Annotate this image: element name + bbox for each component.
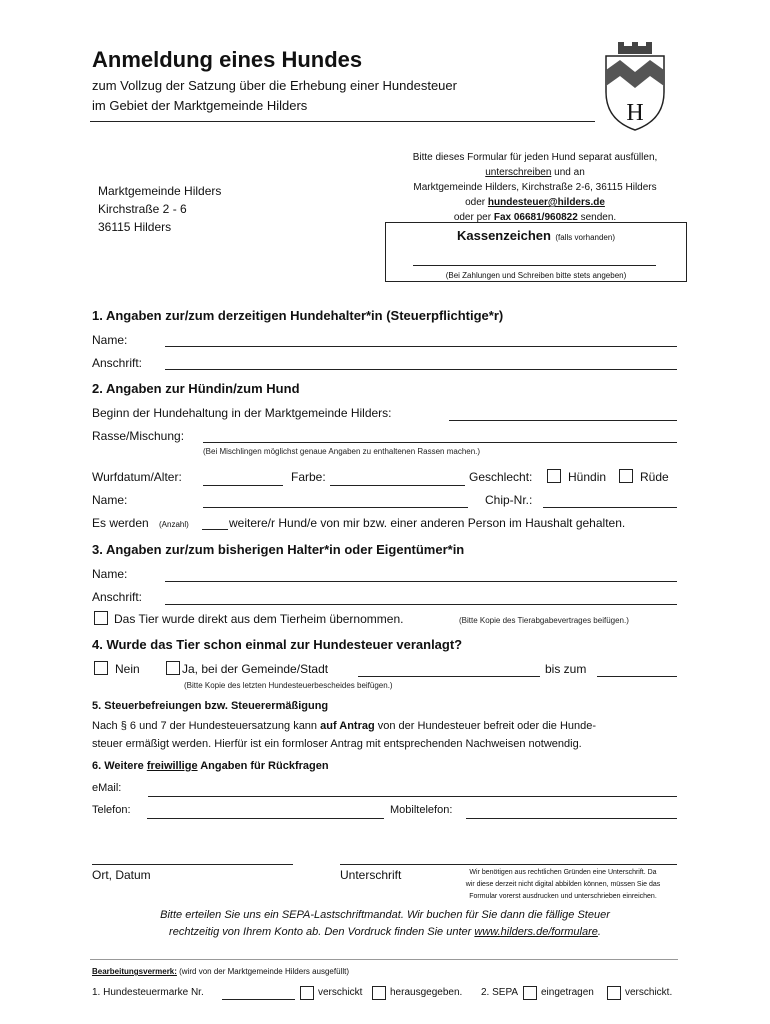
handed-checkbox[interactable] <box>372 986 386 1000</box>
sepa-line-2-pre: rechtzeitig von Ihrem Konto ab. Den Vordruck finden Sie unter <box>169 926 475 938</box>
office-divider <box>90 959 678 960</box>
section-1-title: 1. Angaben zur/zum derzeitigen Hundehalter*in (Steuerpflichtige*r) <box>92 308 504 323</box>
yes-label: Ja, bei der Gemeinde/Stadt <box>182 662 329 676</box>
chip-label: Chip-Nr.: <box>485 493 533 507</box>
owner-name-label: Name: <box>92 333 128 347</box>
kept-count-hint: (Anzahl) <box>159 520 189 529</box>
breed-label: Rasse/Mischung: <box>92 429 185 443</box>
prev-owner-name-field[interactable] <box>165 581 677 582</box>
mobile-field[interactable] <box>466 818 677 819</box>
section-6-title-pre: 6. Weitere <box>92 760 147 772</box>
office-title-row <box>92 967 349 976</box>
crest-letter: H <box>626 100 644 126</box>
sent-1-label: verschickt <box>318 987 363 998</box>
handed-label: herausgegeben. <box>390 987 463 998</box>
shelter-checkbox[interactable] <box>94 611 108 625</box>
sent-2-label: verschickt. <box>625 987 673 998</box>
breed-field[interactable] <box>203 442 677 443</box>
entered-checkbox[interactable] <box>523 986 537 1000</box>
kassenzeichen-box <box>385 222 687 282</box>
recipient-address <box>98 182 221 236</box>
section-4-title: 4. Wurde das Tier schon einmal zur Hundesteuer veranlagt? <box>92 637 463 652</box>
place-date-field[interactable] <box>92 864 293 865</box>
prev-owner-address-label: Anschrift: <box>92 590 143 604</box>
kassenzeichen-label: Kassenzeichen <box>457 228 551 243</box>
dog-name-field[interactable] <box>203 507 468 508</box>
page-subtitle-1: zum Vollzug der Satzung über die Erhebung einer Hundesteuer <box>92 78 457 93</box>
sepa-line-2 <box>92 924 678 941</box>
female-label: Hündin <box>568 470 607 484</box>
notice-line-4 <box>385 195 685 210</box>
prev-owner-name-label: Name: <box>92 567 128 581</box>
section-5-title: 5. Steuerbefreiungen bzw. Steuerermäßigung <box>92 700 329 712</box>
notice-line-3: Marktgemeinde Hilders, Kirchstraße 2-6, 36115 Hilders <box>413 182 657 193</box>
kassenzeichen-note: (Bei Zahlungen und Schreiben bitte stets angeben) <box>445 271 627 280</box>
color-label: Farbe: <box>291 470 326 484</box>
municipal-crest <box>600 40 670 132</box>
entered-label: eingetragen <box>541 987 594 998</box>
color-field[interactable] <box>330 485 465 486</box>
page-subtitle-2: im Gebiet der Marktgemeinde Hilders <box>92 98 308 113</box>
email-field[interactable] <box>148 796 677 797</box>
email-label: eMail: <box>92 782 122 794</box>
notice-line-5-post: senden. <box>577 212 617 223</box>
section-5-text <box>92 717 596 753</box>
dog-name-label: Name: <box>92 493 128 507</box>
section-5-line-1 <box>92 717 596 735</box>
submission-notice <box>385 150 685 225</box>
address-line-2: Kirchstraße 2 - 6 <box>98 202 187 216</box>
phone-field[interactable] <box>147 818 384 819</box>
municipality-field[interactable] <box>358 676 540 677</box>
male-checkbox[interactable] <box>619 469 633 483</box>
owner-address-field[interactable] <box>165 369 677 370</box>
male-label: Rüde <box>640 470 669 484</box>
signature-field[interactable] <box>340 864 677 865</box>
owner-address-label: Anschrift: <box>92 356 143 370</box>
phone-label: Telefon: <box>92 804 131 816</box>
kept-post: weitere/r Hund/e von mir bzw. einer anderen Person im Haushalt gehalten. <box>229 516 626 530</box>
kept-count-field[interactable] <box>202 529 228 530</box>
sepa-forms-link[interactable]: www.hilders.de/formulare <box>474 926 598 938</box>
section-4-hint: (Bitte Kopie des letzten Hundesteuerbescheides beifügen.) <box>184 681 393 690</box>
notice-email-link[interactable]: hundesteuer@hilders.de <box>487 197 605 208</box>
header-divider <box>90 121 595 122</box>
mobile-label: Mobiltelefon: <box>390 804 453 816</box>
yes-checkbox[interactable] <box>166 661 180 675</box>
sepa-line-1: Bitte erteilen Sie uns ein SEPA-Lastschriftmandat. Wir buchen für Sie dann die fällige Steuer <box>160 909 610 921</box>
section-5-line-1-pre: Nach § 6 und 7 der Hundesteuersatzung kann <box>92 720 321 732</box>
notice-sign-emphasis: unterschreiben <box>485 167 552 178</box>
tax-tag-number-field[interactable] <box>222 999 295 1000</box>
until-label: bis zum <box>545 662 587 676</box>
page-title: Anmeldung eines Hundes <box>92 47 363 72</box>
address-line-3: 36115 Hilders <box>98 220 172 234</box>
begin-field[interactable] <box>449 420 677 421</box>
breed-hint: (Bei Mischlingen möglichst genaue Angaben zu enthaltenen Rassen machen.) <box>203 447 481 456</box>
no-checkbox[interactable] <box>94 661 108 675</box>
sex-label: Geschlecht: <box>469 470 533 484</box>
signature-label: Unterschrift <box>340 868 402 882</box>
sepa-info <box>92 907 678 941</box>
section-2-title: 2. Angaben zur Hündin/zum Hund <box>92 381 300 396</box>
section-5-line-2: steuer ermäßigt werden. Hierfür ist ein formloser Antrag mit entsprechenden Nachweisen notwendig. <box>92 738 582 750</box>
section-3-title: 3. Angaben zur/zum bisherigen Halter*in oder Eigentümer*in <box>92 542 465 557</box>
section-5-emphasis: auf Antrag <box>320 720 375 732</box>
birth-label: Wurfdatum/Alter: <box>92 470 182 484</box>
signature-note-2: wir diese derzeit nicht digital abbilden können, müssen Sie das <box>465 881 661 888</box>
signature-note <box>447 867 679 903</box>
notice-line-1: Bitte dieses Formular für jeden Hund separat ausfüllen, <box>412 152 658 163</box>
no-label: Nein <box>115 662 140 676</box>
signature-note-3: Formular vorerst ausdrucken und unterschrieben einreichen. <box>469 893 657 900</box>
owner-name-field[interactable] <box>165 346 677 347</box>
signature-note-1: Wir benötigen aus rechtlichen Gründen eine Unterschrift. Da <box>469 869 657 876</box>
place-date-label: Ort, Datum <box>92 868 151 882</box>
chip-field[interactable] <box>543 507 677 508</box>
female-checkbox[interactable] <box>547 469 561 483</box>
birth-field[interactable] <box>203 485 283 486</box>
prev-owner-address-field[interactable] <box>165 604 677 605</box>
section-6-title <box>92 760 329 772</box>
office-title: Bearbeitungsvermerk: <box>92 967 177 976</box>
office-title-hint: (wird von der Marktgemeinde Hilders ausgefüllt) <box>176 967 349 976</box>
until-field[interactable] <box>597 676 677 677</box>
kassenzeichen-input[interactable] <box>413 265 656 266</box>
address-line-1: Marktgemeinde Hilders <box>98 184 222 198</box>
section-6-title-post: Angaben für Rückfragen <box>197 760 329 772</box>
section-5-line-1-post: von der Hundesteuer befreit oder die Hunde- <box>374 720 597 732</box>
office-item-1: 1. Hundesteuermarke Nr. <box>92 987 204 998</box>
begin-label: Beginn der Hundehaltung in der Marktgemeinde Hilders: <box>92 406 392 420</box>
sent-2-checkbox[interactable] <box>607 986 621 1000</box>
shelter-label: Das Tier wurde direkt aus dem Tierheim übernommen. <box>114 612 404 626</box>
shelter-hint: (Bitte Kopie des Tierabgabevertrages beifügen.) <box>459 616 629 625</box>
notice-line-2-rest: und an <box>551 167 585 178</box>
kassenzeichen-hint: (falls vorhanden) <box>555 233 615 242</box>
office-item-2: 2. SEPA <box>481 987 519 998</box>
notice-fax: Fax 06681/960822 <box>493 212 578 223</box>
sepa-line-2-post: . <box>597 926 601 938</box>
section-6-title-underlined: freiwillige <box>146 760 198 772</box>
notice-line-5-pre: oder per <box>453 212 494 223</box>
notice-line-2 <box>385 165 685 180</box>
notice-line-4-pre: oder <box>465 197 488 208</box>
sent-1-checkbox[interactable] <box>300 986 314 1000</box>
kept-pre: Es werden <box>92 516 149 530</box>
